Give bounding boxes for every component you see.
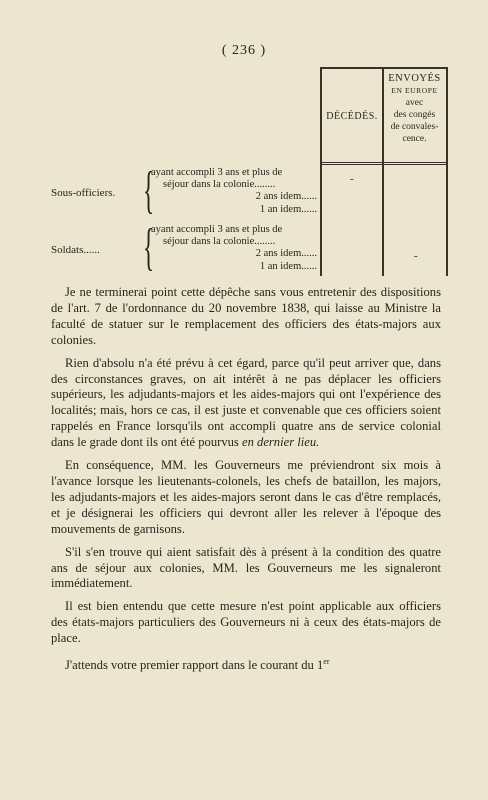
brace-glyph: { [143, 219, 155, 276]
header-sent-europe: ENVOYÉS EN EUROPE avec des congés de convales- cence. [388, 73, 441, 144]
header-rule [322, 162, 446, 165]
row-label-sous-officiers: Sous-officiers. [51, 187, 116, 199]
row-label-soldats: Soldats...... [51, 244, 100, 256]
page-number: ( 236 ) [221, 43, 267, 58]
paragraph: En conséquence, MM. les Gouverneurs me préviendront six mois à l'avance lorsque les lieutenants-colonels, les chefs de bataillon, les majors, les adjudants-majors et les aides-majors seront dans le cas d'être remplacés, et je désignerai les officiers qui devront aller les relever à l'époque des mouvements de garnisons. [51, 458, 441, 536]
paragraph: Il est bien entendu que cette mesure n'est point applicable aux officiers des états-majors particuliers des Gouverneurs ni à ceux des états-majors de place. [51, 599, 441, 646]
row-items-soldats: ayant accompli 3 ans et plus de séjour dans la colonie........ 2 ans idem...... 1 an idem...... [151, 224, 317, 272]
header-deceased: DÉCÉDÉS. [326, 111, 378, 122]
brace-glyph: { [143, 162, 155, 219]
paragraph: Rien d'absolu n'a été prévu à cet égard, parce qu'il peut arriver que, dans des circonstances graves, on ait intérêt à ne pas déplacer les officiers supérieurs, les adjudants-majors et les aides-majors qui ont l'expérience des localités; mais, hors ce cas, il est juste et convenable que ces officiers soient rappelés en France lorsqu'ils ont accompli quatre ans de service colonial dans le grade dont ils ont été pourvus en dernier lieu. [51, 355, 441, 450]
body-text [51, 285, 441, 681]
cell-dash: - [414, 250, 418, 262]
statistics-table [320, 67, 448, 276]
cell-dash: - [350, 173, 354, 185]
paragraph: Je ne terminerai point cette dépêche sans vous entretenir des dispositions de l'art. 7 de l'ordonnance du 20 novembre 1838, qui laisse au Ministre la faculté de statuer sur le remplacement des officiers des états-majors aux colonies. [51, 285, 441, 347]
column-divider [382, 69, 384, 276]
paragraph: J'attends votre premier rapport dans le courant du 1er [65, 657, 330, 673]
row-items-sous-officiers: ayant accompli 3 ans et plus de séjour dans la colonie........ 2 ans idem...... 1 an idem...... [151, 167, 317, 215]
paragraph: S'il s'en trouve qui aient satisfait dès à présent à la condition des quatre ans de séjour aux colonies, MM. les Gouverneurs me les signaleront immédiatement. [51, 544, 441, 591]
